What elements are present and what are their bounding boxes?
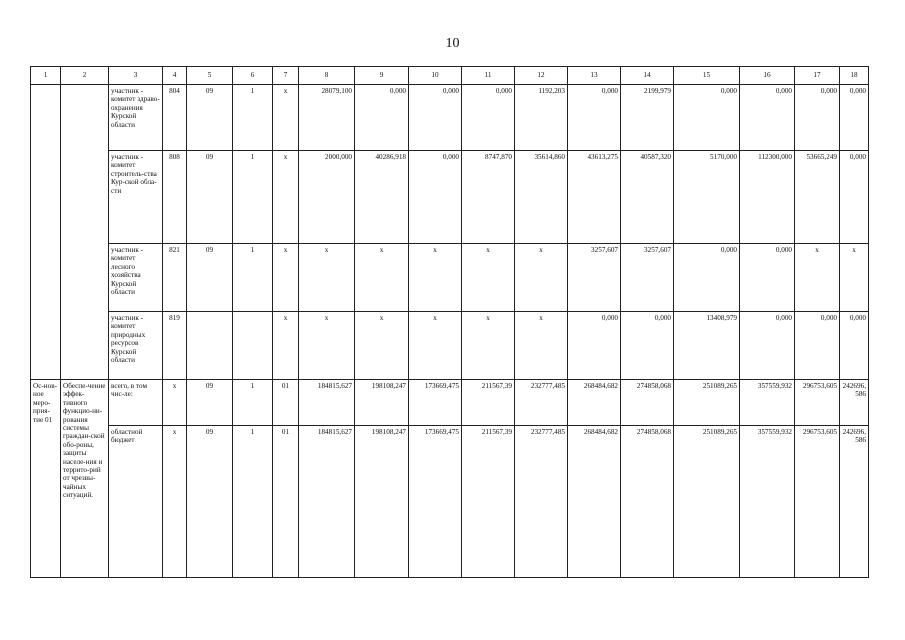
value-cell: 35614,860 bbox=[515, 151, 568, 244]
value-cell: х bbox=[409, 244, 462, 312]
value-cell: 184815,627 bbox=[299, 426, 355, 578]
value-cell: 5170,000 bbox=[674, 151, 740, 244]
code-cell: 09 bbox=[187, 244, 233, 312]
value-cell: 0,000 bbox=[795, 312, 840, 380]
value-cell: 0,000 bbox=[409, 85, 462, 151]
value-cell: 184815,627 bbox=[299, 380, 355, 426]
header-cell: 14 bbox=[621, 67, 674, 85]
value-cell: 242696,586 bbox=[840, 426, 869, 578]
participant-cell: участник - комитет строитель-ства Кур-ской обла-сти bbox=[109, 151, 163, 244]
header-cell: 15 bbox=[674, 67, 740, 85]
value-cell: 242696,586 bbox=[840, 380, 869, 426]
header-cell: 16 bbox=[740, 67, 795, 85]
table-row bbox=[31, 380, 869, 426]
header-cell: 9 bbox=[355, 67, 409, 85]
header-cell: 6 bbox=[233, 67, 273, 85]
value-cell: 0,000 bbox=[568, 312, 621, 380]
value-cell: 2199,979 bbox=[621, 85, 674, 151]
value-cell: 357559,932 bbox=[740, 380, 795, 426]
code-cell: 1 bbox=[233, 85, 273, 151]
code-cell: 819 bbox=[163, 312, 187, 380]
value-cell: 13408,979 bbox=[674, 312, 740, 380]
header-cell: 11 bbox=[462, 67, 515, 85]
budget-table bbox=[30, 66, 869, 578]
value-cell: х bbox=[299, 244, 355, 312]
value-cell: 173669,475 bbox=[409, 426, 462, 578]
value-cell: 0,000 bbox=[621, 312, 674, 380]
table-row bbox=[31, 85, 869, 151]
header-cell: 1 bbox=[31, 67, 61, 85]
code-cell: х bbox=[273, 151, 299, 244]
value-cell: х bbox=[299, 312, 355, 380]
value-cell: 43613,275 bbox=[568, 151, 621, 244]
code-cell: х bbox=[163, 426, 187, 578]
value-cell: х bbox=[515, 312, 568, 380]
value-cell: 274858,068 bbox=[621, 426, 674, 578]
value-cell: 0,000 bbox=[840, 312, 869, 380]
value-cell: 232777,485 bbox=[515, 380, 568, 426]
value-cell: 198108,247 bbox=[355, 426, 409, 578]
header-cell: 3 bbox=[109, 67, 163, 85]
code-cell: х bbox=[163, 380, 187, 426]
header-row bbox=[31, 67, 869, 85]
value-cell: 296753,605 bbox=[795, 380, 840, 426]
code-cell: 09 bbox=[187, 151, 233, 244]
value-cell: 211567,39 bbox=[462, 380, 515, 426]
participant-cell: участник - комитет природных ресурсов Курской области bbox=[109, 312, 163, 380]
code-cell bbox=[187, 312, 233, 380]
value-cell: 0,000 bbox=[740, 244, 795, 312]
code-cell: 09 bbox=[187, 426, 233, 578]
code-cell: х bbox=[273, 244, 299, 312]
code-cell: 808 bbox=[163, 151, 187, 244]
header-cell: 12 bbox=[515, 67, 568, 85]
participant-cell: участник - комитет лесного хозяйства Курской области bbox=[109, 244, 163, 312]
value-cell: 0,000 bbox=[740, 312, 795, 380]
code-cell bbox=[233, 312, 273, 380]
code-cell: х bbox=[273, 85, 299, 151]
value-cell: х bbox=[355, 244, 409, 312]
value-cell: 0,000 bbox=[795, 85, 840, 151]
header-cell: 13 bbox=[568, 67, 621, 85]
value-cell: 3257,607 bbox=[621, 244, 674, 312]
header-cell: 17 bbox=[795, 67, 840, 85]
header-cell: 8 bbox=[299, 67, 355, 85]
value-cell: 40587,320 bbox=[621, 151, 674, 244]
value-cell: 232777,485 bbox=[515, 426, 568, 578]
table-row bbox=[31, 244, 869, 312]
value-cell: 0,000 bbox=[568, 85, 621, 151]
header-cell: 5 bbox=[187, 67, 233, 85]
code-cell: 1 bbox=[233, 380, 273, 426]
code-cell: 1 bbox=[233, 151, 273, 244]
header-cell: 2 bbox=[61, 67, 109, 85]
header-cell: 4 bbox=[163, 67, 187, 85]
empty-cell bbox=[61, 85, 109, 380]
value-cell: 268484,682 bbox=[568, 426, 621, 578]
table-row bbox=[31, 426, 869, 578]
table-row bbox=[31, 312, 869, 380]
value-cell: х bbox=[515, 244, 568, 312]
value-cell: 0,000 bbox=[355, 85, 409, 151]
funding-source-cell: всего, в том чис-ле: bbox=[109, 380, 163, 426]
value-cell: 251089,265 bbox=[674, 426, 740, 578]
page-number: 10 bbox=[445, 36, 460, 51]
code-cell: 01 bbox=[273, 426, 299, 578]
value-cell: 40286,918 bbox=[355, 151, 409, 244]
value-cell: х bbox=[840, 244, 869, 312]
funding-source-cell: областной бюджет bbox=[109, 426, 163, 578]
value-cell: х bbox=[355, 312, 409, 380]
code-cell: 09 bbox=[187, 380, 233, 426]
value-cell: 0,000 bbox=[462, 85, 515, 151]
code-cell: 804 bbox=[163, 85, 187, 151]
code-cell: х bbox=[273, 312, 299, 380]
code-cell: 09 bbox=[187, 85, 233, 151]
code-cell: 1 bbox=[233, 426, 273, 578]
code-cell: 1 bbox=[233, 244, 273, 312]
value-cell: 357559,932 bbox=[740, 426, 795, 578]
code-cell: 821 bbox=[163, 244, 187, 312]
empty-cell bbox=[31, 85, 61, 380]
value-cell: 2000,000 bbox=[299, 151, 355, 244]
value-cell: 173669,475 bbox=[409, 380, 462, 426]
main-event-cell: Ос-нов-ное меро-прия-тие 01 bbox=[31, 380, 61, 578]
value-cell: х bbox=[795, 244, 840, 312]
code-cell: 01 bbox=[273, 380, 299, 426]
value-cell: 112300,000 bbox=[740, 151, 795, 244]
value-cell: 53665,249 bbox=[795, 151, 840, 244]
participant-cell: участник - комитет здраво-охранения Курской области bbox=[109, 85, 163, 151]
value-cell: 1192,203 bbox=[515, 85, 568, 151]
value-cell: 251089,265 bbox=[674, 380, 740, 426]
header-cell: 18 bbox=[840, 67, 869, 85]
value-cell: х bbox=[462, 244, 515, 312]
value-cell: 296753,605 bbox=[795, 426, 840, 578]
value-cell: 28079,100 bbox=[299, 85, 355, 151]
value-cell: х bbox=[462, 312, 515, 380]
value-cell: 211567,39 bbox=[462, 426, 515, 578]
table-row bbox=[31, 151, 869, 244]
value-cell: 0,000 bbox=[409, 151, 462, 244]
value-cell: 0,000 bbox=[840, 151, 869, 244]
header-cell: 10 bbox=[409, 67, 462, 85]
value-cell: 8747,870 bbox=[462, 151, 515, 244]
value-cell: 268484,682 bbox=[568, 380, 621, 426]
value-cell: х bbox=[409, 312, 462, 380]
value-cell: 0,000 bbox=[674, 85, 740, 151]
header-cell: 7 bbox=[273, 67, 299, 85]
value-cell: 0,000 bbox=[740, 85, 795, 151]
value-cell: 0,000 bbox=[840, 85, 869, 151]
value-cell: 274858,068 bbox=[621, 380, 674, 426]
value-cell: 3257,607 bbox=[568, 244, 621, 312]
main-event-description: Обеспе-чение эффек-тивного функцио-ни-рования системы граждан-ской обо-роны, защиты населе-ния и террито-рий от чрезвы-чайных ситуаций. bbox=[61, 380, 109, 578]
value-cell: 198108,247 bbox=[355, 380, 409, 426]
value-cell: 0,000 bbox=[674, 244, 740, 312]
